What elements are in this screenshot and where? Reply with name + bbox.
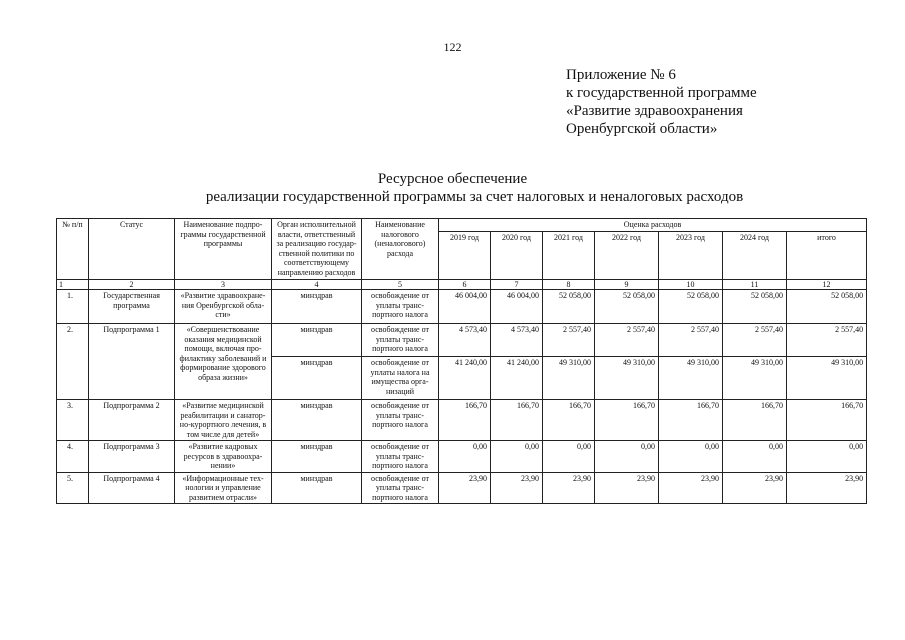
- appendix-line-2: к государственной программе: [566, 85, 757, 101]
- row-name: «Развитие кадровых ресурсов в здравоохра-нении»: [175, 441, 272, 473]
- row-tax: освобождение от уплаты налога на имущества орга-низаций: [362, 357, 439, 400]
- row-status: Подпрограмма 1: [89, 324, 175, 400]
- row-value: 4 573,40: [491, 324, 543, 357]
- row-value: 4 573,40: [439, 324, 491, 357]
- row-value: 49 310,00: [787, 357, 867, 400]
- row-authority: минздрав: [272, 400, 362, 441]
- heading-line-1: Ресурсное обеспечение: [377, 171, 528, 187]
- row-num: 1.: [57, 290, 89, 324]
- document-heading: [0, 170, 905, 206]
- row-num: 3.: [57, 400, 89, 441]
- column-index: 10: [659, 279, 723, 290]
- row-value: 52 058,00: [723, 290, 787, 324]
- appendix-line-3: «Развитие здравоохранения: [566, 103, 743, 119]
- row-value: 23,90: [723, 472, 787, 504]
- row-status: Подпрограмма 2: [89, 400, 175, 441]
- row-value: 41 240,00: [439, 357, 491, 400]
- row-value: 52 058,00: [659, 290, 723, 324]
- row-tax: освобождение от уплаты транс-портного налога: [362, 290, 439, 324]
- row-value: 2 557,40: [787, 324, 867, 357]
- column-index-row: [57, 279, 867, 290]
- row-value: 166,70: [659, 400, 723, 441]
- row-value: 166,70: [787, 400, 867, 441]
- row-status: Подпрограмма 4: [89, 472, 175, 504]
- row-value: 0,00: [543, 441, 595, 473]
- row-value: 52 058,00: [595, 290, 659, 324]
- row-value: 166,70: [439, 400, 491, 441]
- header-total: итого: [787, 231, 867, 279]
- table-row: [57, 441, 867, 473]
- row-tax: освобождение от уплаты транс-портного налога: [362, 324, 439, 357]
- row-status: Подпрограмма 3: [89, 441, 175, 473]
- row-value: 166,70: [595, 400, 659, 441]
- column-index: 1: [57, 279, 89, 290]
- row-value: 0,00: [439, 441, 491, 473]
- row-value: 2 557,40: [723, 324, 787, 357]
- row-tax: освобождение от уплаты транс-портного налога: [362, 472, 439, 504]
- row-value: 49 310,00: [543, 357, 595, 400]
- row-value: 52 058,00: [787, 290, 867, 324]
- row-value: 49 310,00: [659, 357, 723, 400]
- row-value: 49 310,00: [595, 357, 659, 400]
- row-value: 0,00: [595, 441, 659, 473]
- row-name: «Развитие здравоохране-ния Оренбургской обла-сти»: [175, 290, 272, 324]
- row-value: 2 557,40: [659, 324, 723, 357]
- row-value: 0,00: [787, 441, 867, 473]
- column-index: 12: [787, 279, 867, 290]
- header-num: № п/п: [57, 219, 89, 280]
- row-value: 23,90: [543, 472, 595, 504]
- row-value: 23,90: [659, 472, 723, 504]
- column-index: 4: [272, 279, 362, 290]
- column-index: 2: [89, 279, 175, 290]
- row-authority: минздрав: [272, 357, 362, 400]
- heading-line-2: реализации государственной программы за счет налоговых и неналоговых расходов: [205, 189, 744, 205]
- row-value: 166,70: [543, 400, 595, 441]
- header-year: 2020 год: [491, 231, 543, 279]
- row-num: 2.: [57, 324, 89, 400]
- header-name: Наименование подпро-граммы государственной программы: [175, 219, 272, 280]
- row-name: «Совершенствование оказания медицинской помощи, включая про-филактику заболеваний и формирование здорового образа жизни»: [175, 324, 272, 400]
- row-value: 23,90: [787, 472, 867, 504]
- header-year: 2021 год: [543, 231, 595, 279]
- column-index: 6: [439, 279, 491, 290]
- row-name: «Развитие медицинской реабилитации и санатор-но-курортного лечения, в том числе для детей»: [175, 400, 272, 441]
- column-index: 11: [723, 279, 787, 290]
- header-status: Статус: [89, 219, 175, 280]
- column-index: 9: [595, 279, 659, 290]
- row-value: 166,70: [723, 400, 787, 441]
- header-estimate: Оценка расходов: [439, 219, 867, 232]
- row-authority: минздрав: [272, 324, 362, 357]
- row-name: «Информационные тех-нологии и управление развитием отрасли»: [175, 472, 272, 504]
- table-row: [57, 290, 867, 324]
- row-value: 46 004,00: [491, 290, 543, 324]
- page-number: 122: [443, 40, 462, 54]
- row-value: 23,90: [595, 472, 659, 504]
- row-value: 0,00: [491, 441, 543, 473]
- appendix-line-1: Приложение № 6: [566, 67, 676, 83]
- column-index: 8: [543, 279, 595, 290]
- header-row: [57, 219, 867, 232]
- row-authority: минздрав: [272, 441, 362, 473]
- column-index: 3: [175, 279, 272, 290]
- row-tax: освобождение от уплаты транс-портного налога: [362, 441, 439, 473]
- row-num: 4.: [57, 441, 89, 473]
- header-tax-name: Наименование налогового (неналогового) расхода: [362, 219, 439, 280]
- table-row: [57, 400, 867, 441]
- table-row: [57, 472, 867, 504]
- row-authority: минздрав: [272, 472, 362, 504]
- header-authority: Орган исполнительной власти, ответственный за реализацию государ-ственной политики по соответствующему направлению расходов: [272, 219, 362, 280]
- column-index: 5: [362, 279, 439, 290]
- row-status: Государственная программа: [89, 290, 175, 324]
- table-row: [57, 324, 867, 357]
- header-year: 2023 год: [659, 231, 723, 279]
- row-value: 23,90: [491, 472, 543, 504]
- appendix-line-4: Оренбургской области»: [566, 121, 718, 137]
- row-value: 23,90: [439, 472, 491, 504]
- row-value: 52 058,00: [543, 290, 595, 324]
- row-value: 41 240,00: [491, 357, 543, 400]
- row-value: 0,00: [723, 441, 787, 473]
- row-value: 2 557,40: [595, 324, 659, 357]
- row-num: 5.: [57, 472, 89, 504]
- row-tax: освобождение от уплаты транс-портного налога: [362, 400, 439, 441]
- row-value: 166,70: [491, 400, 543, 441]
- row-value: 0,00: [659, 441, 723, 473]
- column-index: 7: [491, 279, 543, 290]
- row-authority: минздрав: [272, 290, 362, 324]
- row-value: 46 004,00: [439, 290, 491, 324]
- resource-table: [56, 218, 867, 504]
- row-value: 49 310,00: [723, 357, 787, 400]
- header-year: 2022 год: [595, 231, 659, 279]
- row-value: 2 557,40: [543, 324, 595, 357]
- header-year: 2024 год: [723, 231, 787, 279]
- header-year: 2019 год: [439, 231, 491, 279]
- appendix-block: [566, 66, 757, 138]
